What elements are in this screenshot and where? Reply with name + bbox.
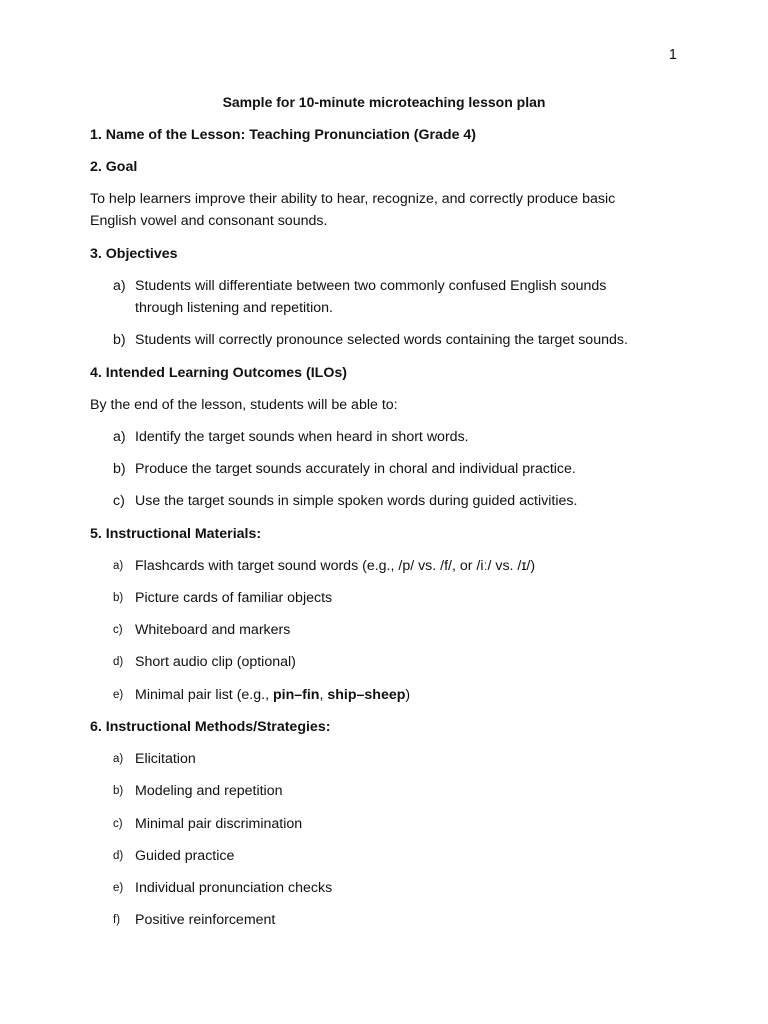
list-marker: a) xyxy=(113,429,126,445)
list-item-text: Students will correctly pronounce selected words containing the target sounds. xyxy=(135,332,628,348)
list-item xyxy=(113,555,658,577)
text-separator: , xyxy=(319,687,328,703)
list-item-text: Minimal pair discrimination xyxy=(135,816,303,832)
list-item xyxy=(113,651,658,673)
list-item xyxy=(113,684,658,706)
list-item xyxy=(113,877,658,899)
list-item-text: Flashcards with target sound words (e.g., /p/ vs. /f/, or /iː/ vs. /ɪ/) xyxy=(135,558,536,574)
list-item xyxy=(113,780,658,802)
page-number: 1 xyxy=(668,47,677,63)
list-marker: c) xyxy=(113,624,123,636)
ilos-heading: 4. Intended Learning Outcomes (ILOs) xyxy=(90,365,347,381)
list-marker: c) xyxy=(113,818,123,830)
ilos-intro: By the end of the lesson, students will be able to: xyxy=(90,397,398,413)
list-item xyxy=(113,587,658,609)
list-marker: b) xyxy=(113,332,126,348)
list-item-text: Short audio clip (optional) xyxy=(135,654,296,670)
list-item xyxy=(113,813,658,835)
list-item-text: Individual pronunciation checks xyxy=(135,880,333,896)
list-item-text: Students will differentiate between two commonly confused English sounds through listening and repetition. xyxy=(135,278,607,316)
list-item xyxy=(113,909,658,931)
list-marker: d) xyxy=(113,850,124,862)
list-item xyxy=(113,845,658,867)
list-marker: b) xyxy=(113,592,124,604)
list-marker: b) xyxy=(113,461,126,477)
methods-heading: 6. Instructional Methods/Strategies: xyxy=(90,719,331,735)
list-item-text: Guided practice xyxy=(135,848,235,864)
materials-heading: 5. Instructional Materials: xyxy=(90,526,262,542)
lesson-name-heading: 1. Name of the Lesson: Teaching Pronunciation (Grade 4) xyxy=(90,127,477,143)
list-marker: e) xyxy=(113,689,124,701)
list-item xyxy=(113,619,658,641)
list-marker: f) xyxy=(113,914,121,926)
goal-heading: 2. Goal xyxy=(90,159,138,175)
list-item-text: Produce the target sounds accurately in choral and individual practice. xyxy=(135,461,576,477)
list-item-text: Picture cards of familiar objects xyxy=(135,590,333,606)
text-prefix: Minimal pair list (e.g., xyxy=(135,687,273,703)
list-item-text: Modeling and repetition xyxy=(135,783,283,799)
document-title: Sample for 10-minute microteaching lesson plan xyxy=(222,94,546,110)
list-item-text: Use the target sounds in simple spoken words during guided activities. xyxy=(135,493,578,509)
text-suffix: ) xyxy=(405,687,411,703)
list-marker: a) xyxy=(113,560,124,572)
list-item-text: Whiteboard and markers xyxy=(135,622,291,638)
list-item-text: Elicitation xyxy=(135,751,196,767)
list-marker: e) xyxy=(113,882,124,894)
list-item xyxy=(113,329,658,351)
goal-text: To help learners improve their ability to hear, recognize, and correctly produce basic English vowel and consonant sounds. xyxy=(90,191,616,229)
list-item-text: Positive reinforcement xyxy=(135,912,276,928)
list-item xyxy=(113,458,658,480)
list-marker: a) xyxy=(113,753,124,765)
list-marker: d) xyxy=(113,656,124,668)
list-marker: a) xyxy=(113,278,126,294)
minimal-pair-2: ship–sheep xyxy=(327,687,406,703)
list-marker: b) xyxy=(113,785,124,797)
list-item xyxy=(113,426,658,448)
list-item xyxy=(113,748,658,770)
objectives-heading: 3. Objectives xyxy=(90,246,178,262)
minimal-pair-1: pin–fin xyxy=(272,687,320,703)
list-item-text xyxy=(135,684,658,706)
list-item xyxy=(113,490,658,512)
list-marker: c) xyxy=(113,493,125,509)
list-item xyxy=(113,275,658,319)
list-item-text: Identify the target sounds when heard in short words. xyxy=(135,429,469,445)
